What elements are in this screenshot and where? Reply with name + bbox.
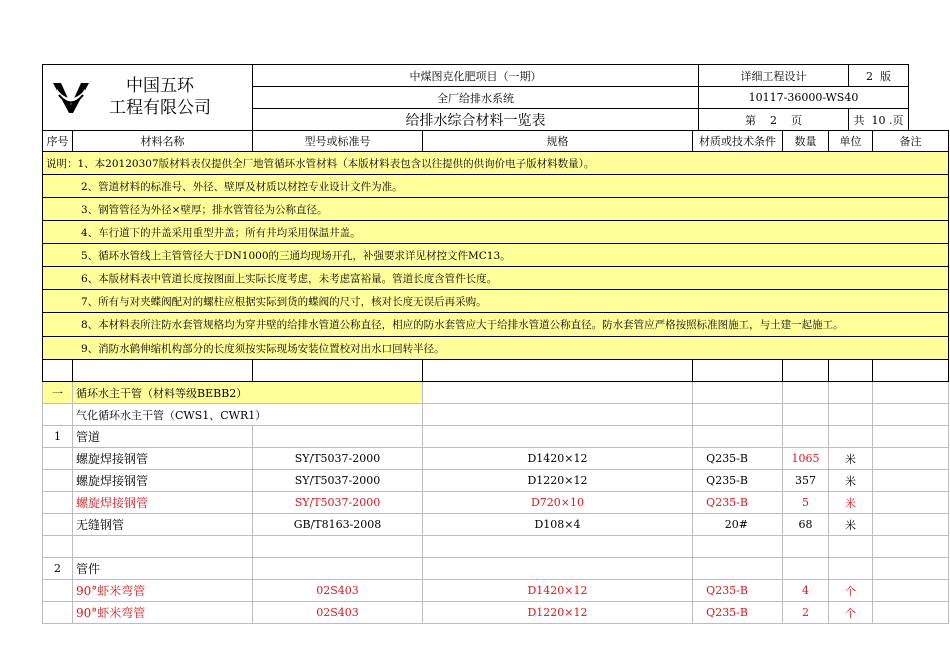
empty-cell (829, 360, 873, 382)
item-spec: D1220×12 (423, 470, 693, 492)
note-row (43, 267, 949, 290)
column-header-unit: 单位 (829, 131, 873, 152)
project-name: 中煤图克化肥项目（一期） (253, 65, 699, 87)
column-header-spec: 规格 (423, 131, 693, 152)
page-num: 2 (770, 113, 777, 127)
item-name: 无缝钢管 (73, 514, 253, 536)
item-spec: D1220×12 (423, 602, 693, 624)
item-row (43, 580, 949, 602)
doc-title: 给排水综合材料一览表 (253, 109, 699, 131)
empty-cell (73, 360, 253, 382)
item-unit: 米 (829, 492, 873, 514)
empty-cell (873, 382, 949, 404)
column-header-std: 型号或标准号 (253, 131, 423, 152)
item-name: 90°虾米弯管 (73, 602, 253, 624)
empty-cell (423, 382, 693, 404)
empty-cell (43, 514, 73, 536)
item-unit: 米 (829, 448, 873, 470)
version-cell (849, 65, 909, 87)
note-row (43, 221, 949, 244)
column-header-qty: 数量 (783, 131, 829, 152)
item-unit: 个 (829, 602, 873, 624)
page-prefix: 第 (745, 113, 756, 127)
item-row (43, 492, 949, 514)
empty-cell (423, 360, 693, 382)
doc-number: 10117-36000-WS40 (699, 87, 909, 109)
item-row (43, 470, 949, 492)
section-row (43, 382, 949, 404)
item-standard: 02S403 (253, 580, 423, 602)
empty-cell (783, 404, 829, 426)
subsection-title: 气化循环水主干管（CWS1、CWR1） (73, 404, 423, 426)
empty-cell (43, 360, 73, 382)
empty-cell (693, 558, 783, 580)
empty-cell (829, 426, 873, 448)
empty-cell (693, 404, 783, 426)
version-num: 2 (866, 69, 873, 83)
total-cell (849, 109, 909, 131)
total-num: 10 (871, 113, 886, 127)
subsection-row (43, 404, 949, 426)
wuhuan-logo-icon (51, 79, 91, 115)
section-num: 一 (43, 382, 73, 404)
column-header-name: 材料名称 (73, 131, 253, 152)
empty-cell (43, 470, 73, 492)
item-remark (873, 580, 949, 602)
item-material: Q235-B (693, 602, 783, 624)
item-name: 螺旋焊接钢管 (73, 448, 253, 470)
page-unit: 页 (791, 113, 802, 127)
empty-cell (43, 492, 73, 514)
empty-cell (783, 536, 829, 558)
item-quantity: 357 (783, 470, 829, 492)
note-row (43, 337, 949, 360)
group-title: 管件 (73, 558, 253, 580)
empty-cell (43, 448, 73, 470)
company-name-line1: 中国五环 (126, 76, 194, 96)
title-block (42, 64, 909, 131)
item-quantity: 2 (783, 602, 829, 624)
item-standard: 02S403 (253, 602, 423, 624)
group-num: 1 (43, 426, 73, 448)
materials-table (42, 130, 949, 624)
item-remark (873, 514, 949, 536)
note-line: 2、管道材料的标准号、外径、壁厚及材质以材控专业设计文件为准。 (43, 175, 949, 198)
note-line: 8、本材料表所注防水套管规格均为穿井壁的给排水管道公称直径，相应的防水套管应大于给排水管道公称直径。防水套管应严格按照标准图施工，与土建一起施工。 (43, 313, 949, 337)
empty-cell (873, 404, 949, 426)
item-material: Q235-B (693, 470, 783, 492)
item-spec: D720×10 (423, 492, 693, 514)
note-row (43, 152, 949, 175)
empty-cell (43, 580, 73, 602)
material-sheet (42, 64, 922, 624)
total-prefix: 共 (853, 113, 865, 127)
empty-cell (423, 558, 693, 580)
version-unit: 版 (880, 69, 891, 83)
item-standard: SY/T5037-2000 (253, 470, 423, 492)
item-standard: GB/T8163-2008 (253, 514, 423, 536)
group-num: 2 (43, 558, 73, 580)
empty-cell (783, 558, 829, 580)
note-line: 5、循环水管线上主管管径大于DN1000的三通均现场开孔，补强要求详见材控文件MC13。 (43, 244, 949, 267)
empty-cell (829, 558, 873, 580)
group-row (43, 426, 949, 448)
item-spec: D108×4 (423, 514, 693, 536)
company-name (109, 75, 211, 119)
empty-cell (693, 360, 783, 382)
empty-cell (783, 360, 829, 382)
item-unit: 米 (829, 514, 873, 536)
note-line: 3、钢管管径为外径×壁厚；排水管管径为公称直径。 (43, 198, 949, 221)
note-line: 7、所有与对夹蝶阀配对的螺柱应根据实际到货的蝶阀的尺寸，核对长度无误后再采购。 (43, 290, 949, 313)
item-spec: D1420×12 (423, 448, 693, 470)
empty-cell (783, 426, 829, 448)
item-name: 90°虾米弯管 (73, 580, 253, 602)
empty-cell (73, 536, 253, 558)
item-material: Q235-B (693, 448, 783, 470)
group-row (43, 558, 949, 580)
empty-cell (829, 404, 873, 426)
section-title: 循环水主干管（材料等级BEBB2） (73, 382, 423, 404)
item-remark (873, 448, 949, 470)
item-material: Q235-B (693, 492, 783, 514)
item-name: 螺旋焊接钢管 (73, 470, 253, 492)
item-row (43, 514, 949, 536)
column-header-remark: 备注 (873, 131, 949, 152)
empty-cell (873, 426, 949, 448)
empty-cell (693, 426, 783, 448)
item-standard: SY/T5037-2000 (253, 448, 423, 470)
note-row (43, 175, 949, 198)
empty-cell (423, 426, 693, 448)
empty-cell (43, 536, 73, 558)
empty-cell (693, 382, 783, 404)
note-row (43, 290, 949, 313)
note-row (43, 313, 949, 337)
note-line: 9、消防水鹤伸缩机构部分的长度须按实际现场安装位置校对出水口回转半径。 (43, 337, 949, 360)
item-remark (873, 492, 949, 514)
item-remark (873, 470, 949, 492)
empty-cell (253, 426, 423, 448)
item-remark (873, 602, 949, 624)
note-row (43, 244, 949, 267)
item-standard: SY/T5037-2000 (253, 492, 423, 514)
empty-cell (829, 536, 873, 558)
empty-cell (253, 360, 423, 382)
item-unit: 个 (829, 580, 873, 602)
item-quantity: 68 (783, 514, 829, 536)
group-title: 管道 (73, 426, 253, 448)
column-header-seq: 序号 (43, 131, 73, 152)
system-name: 全厂给排水系统 (253, 87, 699, 109)
empty-cell (253, 536, 423, 558)
item-material: Q235-B (693, 580, 783, 602)
empty-cell (423, 536, 693, 558)
empty-cell (829, 382, 873, 404)
item-quantity: 1065 (783, 448, 829, 470)
empty-cell (253, 558, 423, 580)
column-header-row (43, 131, 949, 152)
empty-cell (783, 382, 829, 404)
item-name: 螺旋焊接钢管 (73, 492, 253, 514)
note-row (43, 198, 949, 221)
note-line: 说明：1、本20120307版材料表仅提供全厂地管循环水管材料（本版材料表包含以往提供的供询价电子版材料数量）。 (43, 152, 949, 175)
item-quantity: 5 (783, 492, 829, 514)
item-quantity: 4 (783, 580, 829, 602)
column-header-mat: 材质或技术条件 (693, 131, 783, 152)
page-cell (699, 109, 849, 131)
empty-cell (873, 558, 949, 580)
company-logo-block (43, 65, 253, 131)
note-line: 6、本版材料表中管道长度按图面上实际长度考虑，未考虑富裕量。管道长度含管件长度。 (43, 267, 949, 290)
item-row (43, 602, 949, 624)
empty-cell (43, 404, 73, 426)
empty-cell (423, 404, 693, 426)
empty-cell (873, 360, 949, 382)
empty-cell (43, 602, 73, 624)
design-stage: 详细工程设计 (699, 65, 849, 87)
item-material: 20# (693, 514, 783, 536)
total-unit: .页 (889, 113, 904, 127)
item-row (43, 448, 949, 470)
empty-cell (873, 536, 949, 558)
item-unit: 米 (829, 470, 873, 492)
note-line: 4、车行道下的井盖采用重型井盖；所有井均采用保温井盖。 (43, 221, 949, 244)
item-spec: D1420×12 (423, 580, 693, 602)
empty-cell (693, 536, 783, 558)
spacer-row (43, 536, 949, 558)
spacer-row (43, 360, 949, 382)
company-name-line2: 工程有限公司 (109, 98, 211, 118)
